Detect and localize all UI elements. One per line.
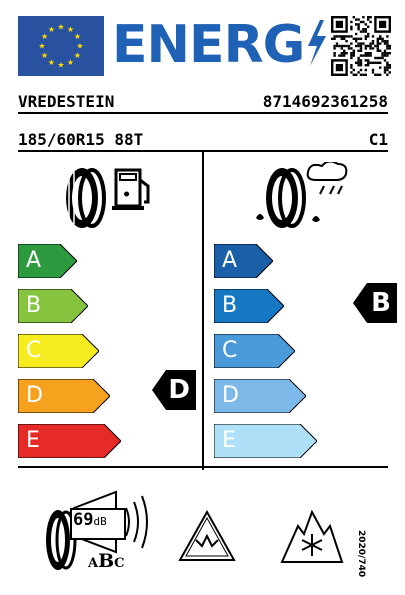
- rain-cloud-icon: [248, 162, 358, 234]
- divider: [18, 112, 388, 114]
- svg-text:★: ★: [57, 22, 65, 32]
- energy-title-text: ENERG: [112, 15, 305, 75]
- column-divider: [202, 152, 204, 470]
- rating-bar-letter: D: [222, 383, 239, 408]
- rating-bar-a: [214, 244, 273, 278]
- tyre-size: 185/60R15 88T: [18, 130, 144, 149]
- divider: [18, 466, 388, 468]
- svg-text:★: ★: [66, 25, 75, 35]
- svg-text:★: ★: [57, 60, 65, 70]
- rating-bar-c: [18, 334, 99, 368]
- ean-code: 8714692361258: [262, 92, 388, 111]
- svg-text:★: ★: [73, 51, 82, 60]
- energy-title: [112, 14, 330, 76]
- rating-bar-letter: A: [26, 248, 42, 273]
- snow-mountain-icon: [178, 508, 236, 564]
- rating-bar-d: [214, 379, 306, 413]
- noise-class: [88, 550, 125, 572]
- svg-text:★: ★: [73, 32, 82, 41]
- svg-text:★: ★: [47, 57, 56, 67]
- rating-bar-letter: C: [26, 338, 42, 363]
- rating-bar-a: [18, 244, 77, 278]
- eu-flag: [18, 16, 104, 76]
- rating-bar-e: [214, 424, 317, 458]
- noise-db: 69: [73, 510, 94, 530]
- rating-bar-c: [214, 334, 295, 368]
- rating-bar-b: [18, 289, 88, 323]
- rating-bar-letter: C: [222, 338, 238, 363]
- svg-text:★: ★: [40, 51, 49, 60]
- svg-text:★: ★: [76, 41, 84, 51]
- tyre-class: C1: [368, 130, 388, 149]
- svg-text:★: ★: [66, 57, 75, 67]
- rating-bar-d: [18, 379, 110, 413]
- wet-rating-letter: B: [371, 288, 391, 318]
- regulation-number: 2020/740: [356, 530, 366, 578]
- fuel-rating-letter: D: [168, 375, 190, 405]
- rating-bar-letter: E: [222, 428, 236, 453]
- brand-name: VREDESTEIN: [18, 92, 115, 111]
- rating-bar-letter: B: [222, 293, 238, 318]
- rating-bar-e: [18, 424, 121, 458]
- svg-text:★: ★: [40, 32, 49, 41]
- rating-bar-letter: B: [26, 293, 42, 318]
- rating-bar-letter: A: [222, 248, 238, 273]
- noise-class-b: B: [98, 550, 115, 572]
- noise-class-c: C: [114, 556, 125, 571]
- fuel-pump-icon: [60, 162, 160, 232]
- noise-value: [73, 510, 107, 530]
- noise-class-a: A: [88, 556, 99, 571]
- fuel-rating-indicator: [152, 370, 196, 410]
- ice-mountain-icon: [280, 504, 344, 566]
- svg-text:⚫: ⚫: [122, 188, 132, 201]
- eu-stars-icon: [18, 16, 104, 76]
- svg-text:★: ★: [47, 25, 56, 35]
- svg-text:★: ★: [38, 41, 46, 51]
- noise-unit: dB: [93, 515, 107, 528]
- rating-bar-b: [214, 289, 284, 323]
- qr-code-icon: [331, 16, 391, 76]
- rating-bar-letter: E: [26, 428, 40, 453]
- lightning-icon: [304, 20, 330, 66]
- wet-rating-indicator: [353, 283, 397, 323]
- rating-bar-letter: D: [26, 383, 43, 408]
